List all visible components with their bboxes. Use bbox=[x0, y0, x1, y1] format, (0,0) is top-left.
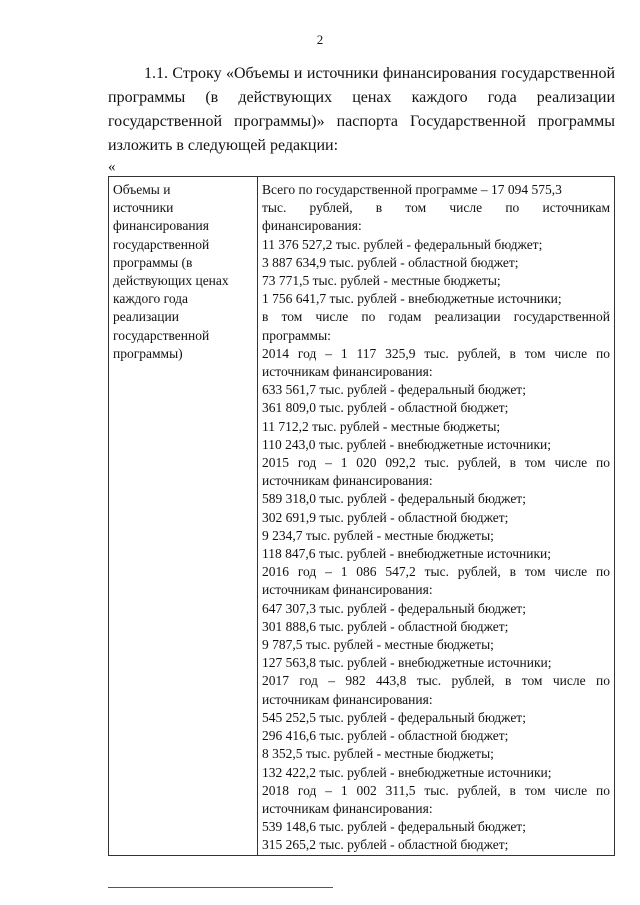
finance-line: 647 307,3 тыс. рублей - федеральный бюджет; bbox=[262, 600, 526, 616]
finance-line: 2016 год – 1 086 547,2 тыс. рублей, в том числе по bbox=[262, 564, 610, 580]
finance-line: 11 376 527,2 тыс. рублей - федеральный бюджет; bbox=[262, 236, 543, 252]
finance-line: 539 148,6 тыс. рублей - федеральный бюджет; bbox=[262, 819, 526, 835]
finance-line: программы: bbox=[262, 327, 331, 343]
finance-line: 132 422,2 тыс. рублей - внебюджетные источники; bbox=[262, 764, 552, 780]
finance-line: 2018 год – 1 002 311,5 тыс. рублей, в том числе по bbox=[262, 782, 610, 798]
finance-line: 302 691,9 тыс. рублей - областной бюджет; bbox=[262, 509, 509, 525]
finance-line: 315 265,2 тыс. рублей - областной бюджет; bbox=[262, 837, 509, 853]
finance-line: 11 712,2 тыс. рублей - местные бюджеты; bbox=[262, 418, 501, 434]
label-line: государственной bbox=[113, 327, 210, 343]
label-cell bbox=[109, 177, 258, 856]
footer-rule bbox=[108, 887, 333, 888]
label-line: источники bbox=[113, 200, 174, 216]
finance-line: в том числе по годам реализации государственной bbox=[262, 309, 610, 325]
content-cell bbox=[258, 177, 615, 856]
opening-quote: « bbox=[108, 159, 116, 175]
label-line: Объемы и bbox=[113, 182, 171, 197]
label-line: каждого года bbox=[113, 291, 189, 307]
finance-line: источникам финансирования: bbox=[262, 364, 433, 380]
finance-line: 118 847,6 тыс. рублей - внебюджетные источники; bbox=[262, 546, 552, 562]
table-row bbox=[109, 177, 615, 856]
finance-line: источникам финансирования: bbox=[262, 582, 433, 598]
finance-line: 589 318,0 тыс. рублей - федеральный бюджет; bbox=[262, 491, 526, 507]
finance-line: Всего по государственной программе – 17 094 575,3 bbox=[262, 182, 562, 197]
finance-line: 110 243,0 тыс. рублей - внебюджетные источники; bbox=[262, 436, 552, 452]
finance-line: 9 787,5 тыс. рублей - местные бюджеты; bbox=[262, 637, 494, 653]
label-line: государственной bbox=[113, 236, 210, 252]
label-line: программы (в bbox=[113, 254, 193, 270]
finance-line: источникам финансирования: bbox=[262, 800, 433, 816]
finance-line: источникам финансирования: bbox=[262, 473, 433, 489]
finance-line: 1 756 641,7 тыс. рублей - внебюджетные источники; bbox=[262, 291, 562, 307]
intro-paragraph: 1.1. Строку «Объемы и источники финансирования государственной программы (в действующих ценах каждого года реализации государственной программы)» паспорта Государственной программы изложить в следующей редакции: bbox=[108, 65, 615, 154]
label-line: действующих ценах bbox=[113, 273, 229, 289]
finance-line: тыс. рублей, в том числе по источникам bbox=[262, 200, 610, 216]
finance-line: 73 771,5 тыс. рублей - местные бюджеты; bbox=[262, 273, 501, 289]
page-number: 2 bbox=[316, 32, 324, 47]
finance-line: 3 887 634,9 тыс. рублей - областной бюджет; bbox=[262, 254, 519, 270]
finance-line: 633 561,7 тыс. рублей - федеральный бюджет; bbox=[262, 382, 526, 398]
finance-line: 2017 год – 982 443,8 тыс. рублей, в том числе по bbox=[262, 673, 610, 689]
finance-line: 2015 год – 1 020 092,2 тыс. рублей, в том числе по bbox=[262, 455, 610, 471]
finance-line: 2014 год – 1 117 325,9 тыс. рублей, в том числе по bbox=[262, 345, 610, 361]
finance-line: финансирования: bbox=[262, 218, 362, 234]
finance-line: 361 809,0 тыс. рублей - областной бюджет; bbox=[262, 400, 509, 416]
label-line: программы) bbox=[113, 345, 183, 361]
passport-table bbox=[108, 176, 615, 856]
finance-line: 545 252,5 тыс. рублей - федеральный бюджет; bbox=[262, 709, 526, 725]
finance-line: 9 234,7 тыс. рублей - местные бюджеты; bbox=[262, 527, 494, 543]
finance-line: 296 416,6 тыс. рублей - областной бюджет; bbox=[262, 728, 509, 744]
finance-line: источникам финансирования: bbox=[262, 691, 433, 707]
label-line: реализации bbox=[113, 309, 179, 325]
label-line: финансирования bbox=[113, 218, 209, 234]
finance-line: 301 888,6 тыс. рублей - областной бюджет; bbox=[262, 618, 509, 634]
finance-line: 127 563,8 тыс. рублей - внебюджетные источники; bbox=[262, 655, 552, 671]
finance-line: 8 352,5 тыс. рублей - местные бюджеты; bbox=[262, 746, 494, 762]
